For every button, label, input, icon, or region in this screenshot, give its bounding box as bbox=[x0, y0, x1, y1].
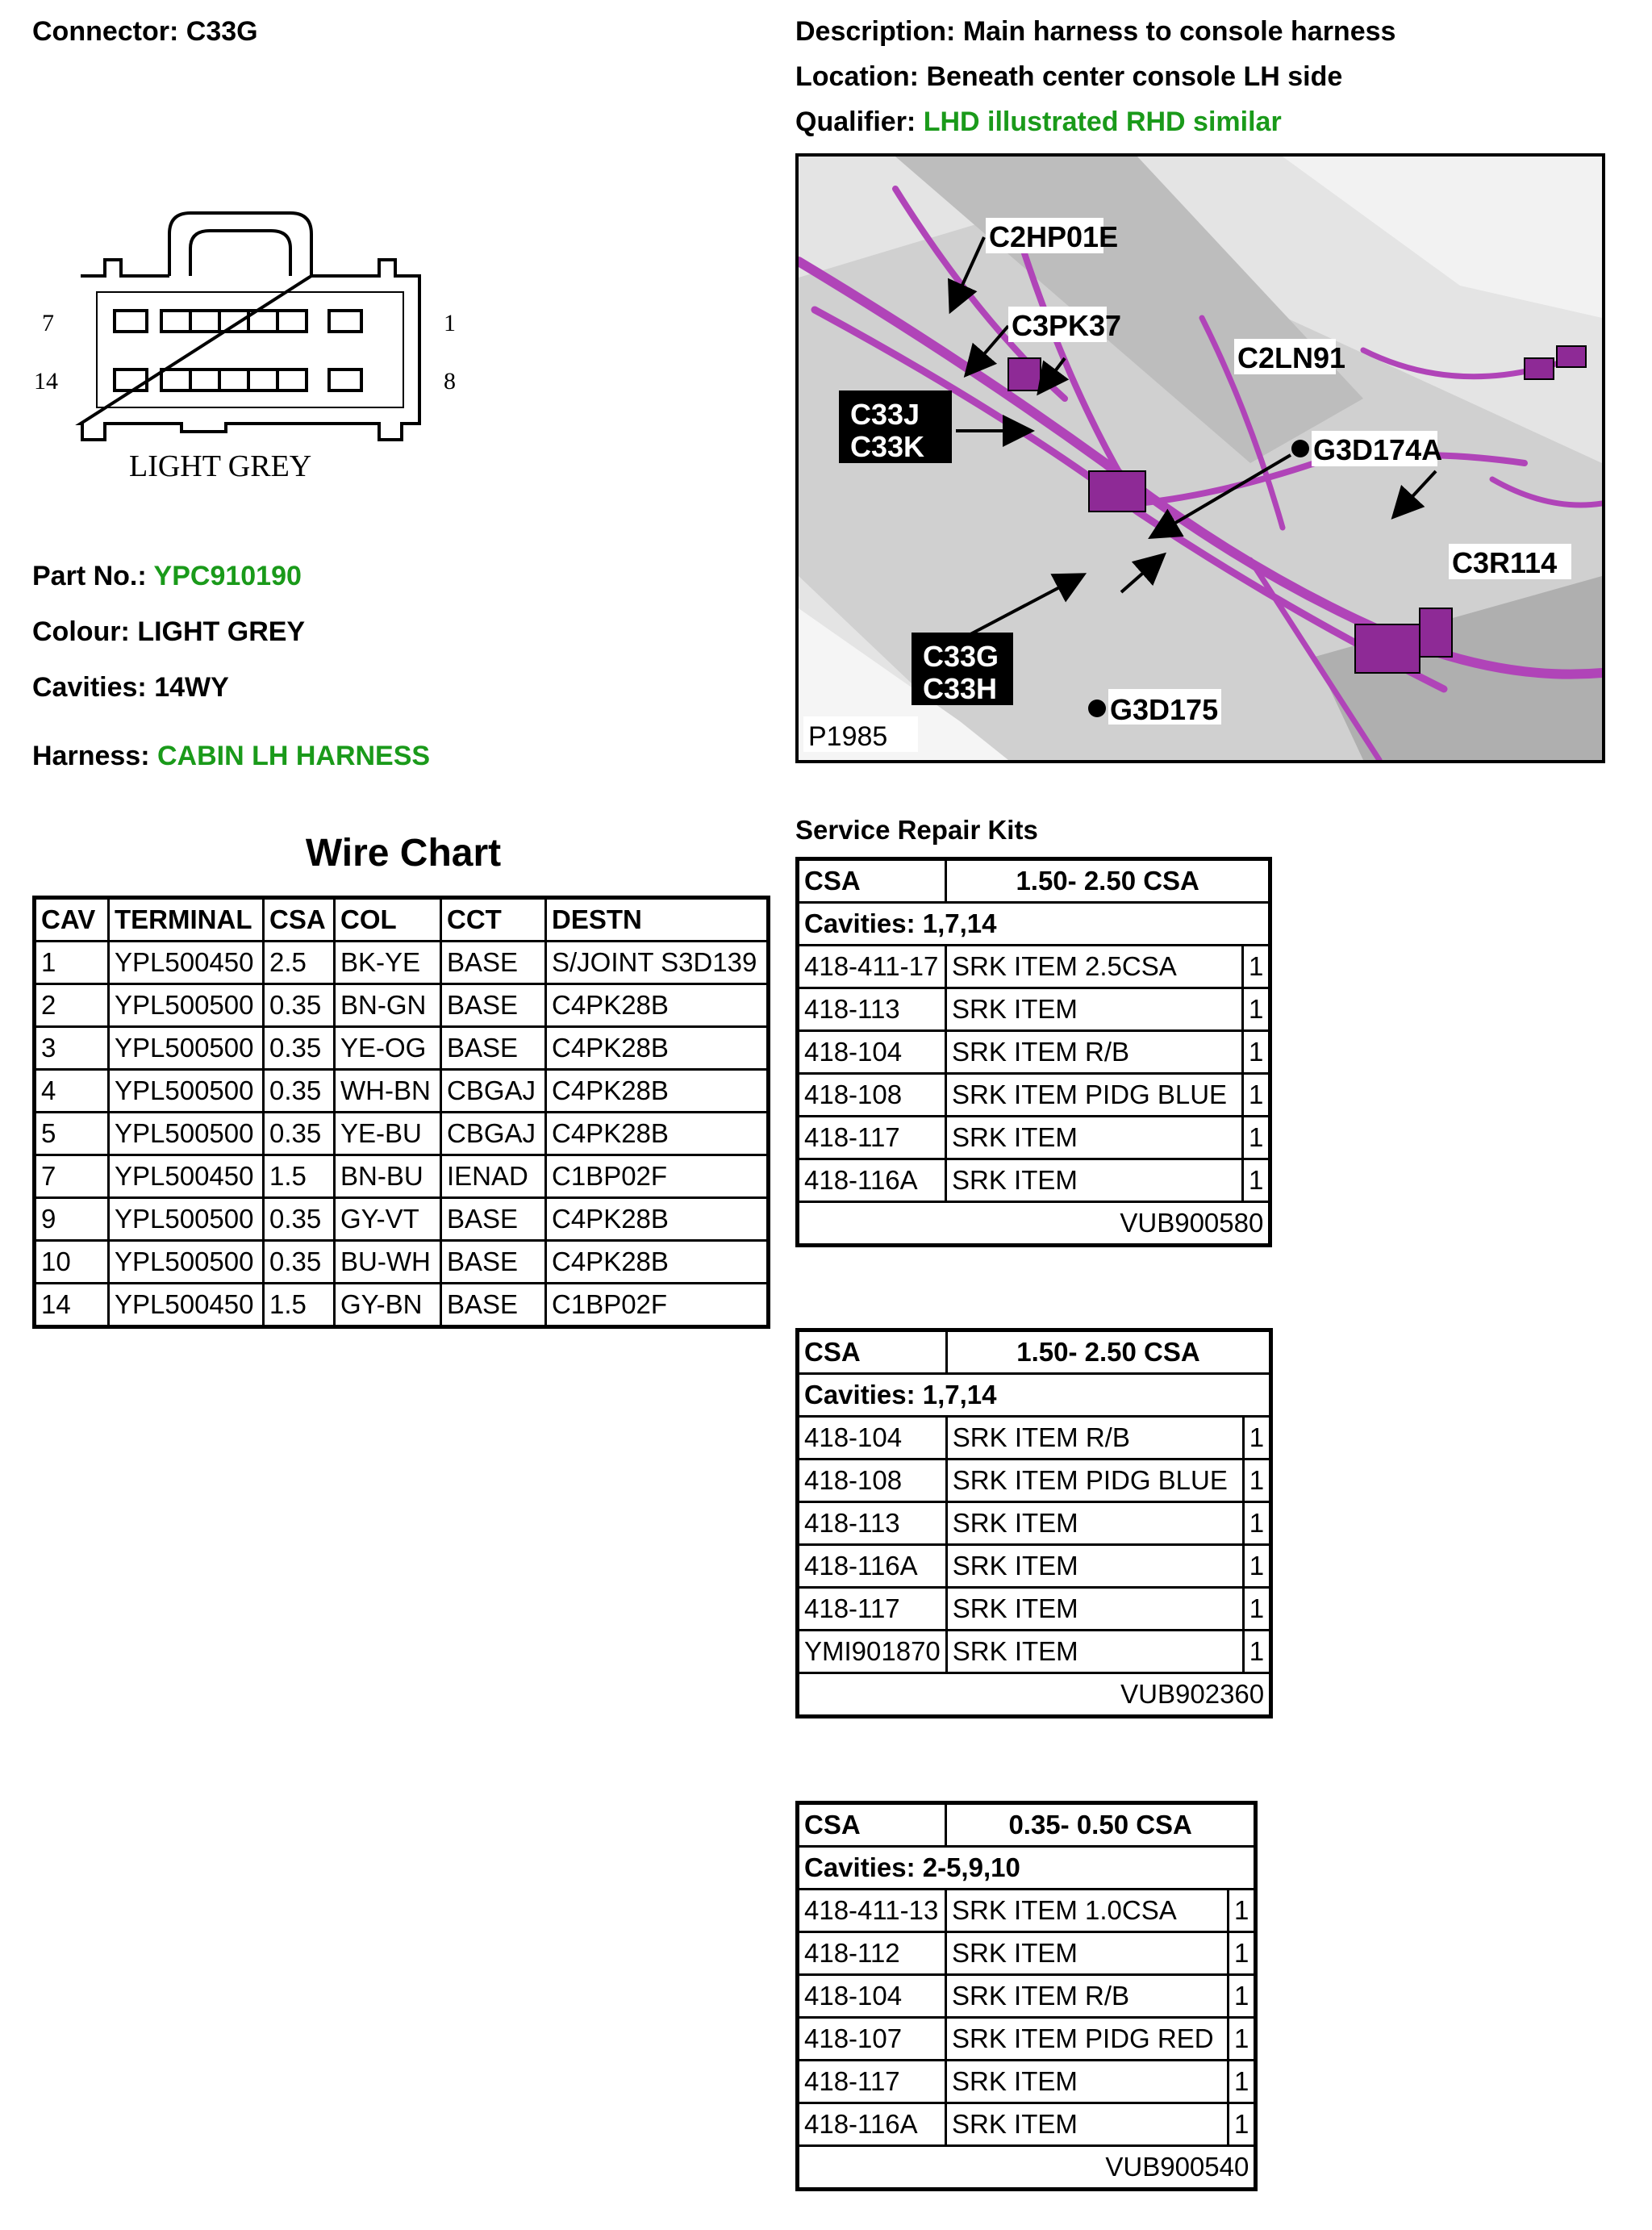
kit-csa-label: CSA bbox=[798, 1803, 946, 1847]
cavities-label: Cavities: bbox=[32, 672, 147, 703]
kit-item-row bbox=[798, 1074, 1270, 1117]
table-cell: 3 bbox=[35, 1027, 109, 1070]
qualifier-value: LHD illustrated RHD similar bbox=[923, 106, 1282, 137]
table-cell: 0.35 bbox=[264, 1070, 335, 1113]
table-cell: YE-BU bbox=[335, 1113, 441, 1155]
table-cell: 14 bbox=[35, 1284, 109, 1327]
kit-item-row bbox=[798, 1545, 1271, 1588]
pin-7-label: 7 bbox=[42, 310, 54, 336]
kit-item-row bbox=[798, 1631, 1271, 1673]
kit-item-cell: 418-116A bbox=[798, 1159, 946, 1202]
table-cell: 2.5 bbox=[264, 942, 335, 984]
pin-8-label: 8 bbox=[444, 368, 456, 395]
kit-item-cell: 418-113 bbox=[798, 988, 946, 1031]
part-line bbox=[32, 561, 302, 592]
table-cell: 0.35 bbox=[264, 1198, 335, 1241]
table-cell: 0.35 bbox=[264, 1027, 335, 1070]
kit-item-row bbox=[798, 946, 1270, 988]
kit-item-cell: SRK ITEM R/B bbox=[946, 1975, 1229, 2018]
header-cav: CAV bbox=[35, 898, 109, 942]
table-cell: BASE bbox=[441, 984, 546, 1027]
table-cell: 1 bbox=[35, 942, 109, 984]
connector-label: Connector: bbox=[32, 16, 179, 47]
kit-item-cell: SRK ITEM bbox=[946, 1631, 1243, 1673]
table-cell: BASE bbox=[441, 942, 546, 984]
table-cell: 0.35 bbox=[264, 1113, 335, 1155]
kit-item-cell: 418-113 bbox=[798, 1502, 947, 1545]
callout-c33h: C33H bbox=[923, 672, 998, 705]
connector-colour-caption: LIGHT GREY bbox=[129, 449, 312, 483]
harness-line bbox=[32, 741, 430, 772]
connector-face-diagram bbox=[24, 202, 476, 492]
table-cell: 5 bbox=[35, 1113, 109, 1155]
kit-number: VUB902360 bbox=[798, 1673, 1271, 1717]
table-row bbox=[35, 984, 769, 1027]
pin-1-label: 1 bbox=[444, 310, 456, 336]
kit-cavities: Cavities: 1,7,14 bbox=[798, 1374, 1271, 1417]
callout-g3d174a: G3D174A bbox=[1313, 433, 1443, 466]
part-value: YPC910190 bbox=[153, 561, 302, 591]
table-cell: C4PK28B bbox=[546, 1241, 769, 1284]
kit-item-cell: 418-107 bbox=[798, 2018, 946, 2061]
kit-item-cell: 1 bbox=[1243, 1631, 1270, 1673]
description-label: Description: bbox=[795, 16, 956, 47]
table-cell: C4PK28B bbox=[546, 1198, 769, 1241]
header-col: COL bbox=[335, 898, 441, 942]
kit-header-row bbox=[798, 1330, 1271, 1374]
kit-item-cell: SRK ITEM PIDG BLUE bbox=[946, 1460, 1243, 1502]
table-cell: C1BP02F bbox=[546, 1284, 769, 1327]
kit-item-cell: 1 bbox=[1243, 1588, 1270, 1631]
kit-csa-range: 0.35- 0.50 CSA bbox=[946, 1803, 1256, 1847]
kit-item-cell: SRK ITEM bbox=[946, 2103, 1229, 2146]
kit-item-row bbox=[798, 1975, 1256, 2018]
kit-csa-range: 1.50- 2.50 CSA bbox=[946, 1330, 1270, 1374]
table-cell: 4 bbox=[35, 1070, 109, 1113]
kit-item-cell: 1 bbox=[1229, 2061, 1256, 2103]
kit-number: VUB900580 bbox=[798, 1202, 1270, 1246]
colour-line bbox=[32, 616, 305, 648]
kit-cavities-row bbox=[798, 903, 1270, 946]
location-label: Location: bbox=[795, 61, 919, 92]
kit-item-cell: 1 bbox=[1229, 1975, 1256, 2018]
repair-kit-table bbox=[795, 1328, 1273, 1718]
table-cell: BASE bbox=[441, 1284, 546, 1327]
harness-value: CABIN LH HARNESS bbox=[156, 741, 431, 771]
table-cell: BASE bbox=[441, 1027, 546, 1070]
table-cell: WH-BN bbox=[335, 1070, 441, 1113]
table-row bbox=[35, 1284, 769, 1327]
table-cell: YPL500450 bbox=[109, 942, 264, 984]
callout-c2ln91: C2LN91 bbox=[1237, 341, 1346, 374]
table-cell: YPL500450 bbox=[109, 1155, 264, 1198]
colour-label: Colour: bbox=[32, 616, 130, 647]
table-cell: GY-VT bbox=[335, 1198, 441, 1241]
callout-c33k: C33K bbox=[850, 430, 925, 463]
kit-item-row bbox=[798, 1417, 1271, 1460]
table-cell: 1.5 bbox=[264, 1284, 335, 1327]
table-cell: CBGAJ bbox=[441, 1113, 546, 1155]
kit-item-cell: 1 bbox=[1243, 988, 1270, 1031]
table-row bbox=[35, 1241, 769, 1284]
kit-item-cell: SRK ITEM bbox=[946, 1932, 1229, 1975]
kit-cavities: Cavities: 2-5,9,10 bbox=[798, 1847, 1256, 1890]
connector-line bbox=[32, 16, 258, 48]
table-cell: YPL500500 bbox=[109, 1198, 264, 1241]
qualifier-label: Qualifier: bbox=[795, 106, 916, 137]
table-cell: 1.5 bbox=[264, 1155, 335, 1198]
callout-c33j: C33J bbox=[850, 398, 920, 431]
kit-number-row bbox=[798, 2146, 1256, 2190]
kit-item-cell: SRK ITEM 2.5CSA bbox=[946, 946, 1243, 988]
kit-item-cell: 1 bbox=[1229, 2103, 1256, 2146]
kit-cavities-row bbox=[798, 1847, 1256, 1890]
qualifier-line bbox=[795, 106, 1282, 138]
kit-item-cell: 1 bbox=[1243, 946, 1270, 988]
kit-number: VUB900540 bbox=[798, 2146, 1256, 2190]
kit-item-cell: SRK ITEM 1.0CSA bbox=[946, 1890, 1229, 1932]
header-destn: DESTN bbox=[546, 898, 769, 942]
kit-item-cell: SRK ITEM bbox=[946, 1159, 1243, 1202]
kit-item-cell: 1 bbox=[1243, 1117, 1270, 1159]
kit-item-row bbox=[798, 2061, 1256, 2103]
wire-chart-table bbox=[32, 896, 770, 1329]
kit-item-cell: 1 bbox=[1243, 1460, 1270, 1502]
kit-item-cell: SRK ITEM PIDG BLUE bbox=[946, 1074, 1243, 1117]
table-row bbox=[35, 1113, 769, 1155]
table-cell: 0.35 bbox=[264, 1241, 335, 1284]
table-cell: C4PK28B bbox=[546, 1113, 769, 1155]
description-line bbox=[795, 16, 1395, 48]
description-value: Main harness to console harness bbox=[962, 16, 1396, 47]
repair-kit-table bbox=[795, 857, 1272, 1247]
table-cell: YPL500500 bbox=[109, 984, 264, 1027]
kit-item-cell: SRK ITEM R/B bbox=[946, 1031, 1243, 1074]
kit-item-row bbox=[798, 988, 1270, 1031]
kit-item-row bbox=[798, 1031, 1270, 1074]
kit-header-row bbox=[798, 1803, 1256, 1847]
kit-item-cell: 418-411-17 bbox=[798, 946, 946, 988]
kit-item-cell: 418-116A bbox=[798, 1545, 947, 1588]
kit-item-row bbox=[798, 1502, 1271, 1545]
table-cell: YE-OG bbox=[335, 1027, 441, 1070]
table-cell: 7 bbox=[35, 1155, 109, 1198]
kit-item-cell: 418-411-13 bbox=[798, 1890, 946, 1932]
table-row bbox=[35, 1027, 769, 1070]
callout-c3pk37: C3PK37 bbox=[1012, 309, 1122, 342]
kit-item-row bbox=[798, 1588, 1271, 1631]
kit-item-cell: 1 bbox=[1229, 1932, 1256, 1975]
harness-label: Harness: bbox=[32, 741, 150, 771]
table-cell: C4PK28B bbox=[546, 984, 769, 1027]
harness-illustration bbox=[799, 157, 1602, 760]
kit-item-row bbox=[798, 1460, 1271, 1502]
table-cell: 2 bbox=[35, 984, 109, 1027]
kit-item-cell: 1 bbox=[1243, 1074, 1270, 1117]
connector-value: C33G bbox=[186, 16, 258, 47]
table-cell: 10 bbox=[35, 1241, 109, 1284]
kit-item-cell: SRK ITEM bbox=[946, 2061, 1229, 2103]
kit-item-cell: SRK ITEM bbox=[946, 1545, 1243, 1588]
kit-csa-range: 1.50- 2.50 CSA bbox=[946, 859, 1270, 903]
kit-item-cell: 418-108 bbox=[798, 1074, 946, 1117]
kit-number-row bbox=[798, 1673, 1271, 1717]
kit-item-cell: 418-112 bbox=[798, 1932, 946, 1975]
colour-value: LIGHT GREY bbox=[137, 616, 306, 647]
kit-item-cell: SRK ITEM R/B bbox=[946, 1417, 1243, 1460]
kit-item-cell: 418-116A bbox=[798, 2103, 946, 2146]
table-cell: BN-GN bbox=[335, 984, 441, 1027]
table-cell: BK-YE bbox=[335, 942, 441, 984]
kit-item-cell: 1 bbox=[1229, 2018, 1256, 2061]
kit-item-cell: 418-108 bbox=[798, 1460, 947, 1502]
kit-item-cell: SRK ITEM bbox=[946, 1502, 1243, 1545]
callout-c33g: C33G bbox=[923, 640, 999, 673]
kit-item-row bbox=[798, 1932, 1256, 1975]
cavities-value: 14WY bbox=[154, 672, 229, 703]
kit-csa-label: CSA bbox=[798, 859, 946, 903]
location-photo bbox=[795, 153, 1605, 763]
table-row bbox=[35, 1198, 769, 1241]
callout-g3d175: G3D175 bbox=[1110, 693, 1219, 726]
table-cell: YPL500450 bbox=[109, 1284, 264, 1327]
table-cell: IENAD bbox=[441, 1155, 546, 1198]
header-cct: CCT bbox=[441, 898, 546, 942]
table-cell: BU-WH bbox=[335, 1241, 441, 1284]
callout-c2hp01e: C2HP01E bbox=[989, 220, 1119, 253]
repair-kits-title: Service Repair Kits bbox=[795, 815, 1038, 845]
table-cell: 9 bbox=[35, 1198, 109, 1241]
table-cell: C1BP02F bbox=[546, 1155, 769, 1198]
kit-item-row bbox=[798, 1117, 1270, 1159]
kit-number-row bbox=[798, 1202, 1270, 1246]
table-cell: 0.35 bbox=[264, 984, 335, 1027]
header-terminal: TERMINAL bbox=[109, 898, 264, 942]
table-cell: YPL500500 bbox=[109, 1070, 264, 1113]
kit-item-cell: 418-117 bbox=[798, 1117, 946, 1159]
header-csa: CSA bbox=[264, 898, 335, 942]
callout-c3r114: C3R114 bbox=[1452, 546, 1558, 579]
kit-item-cell: SRK ITEM bbox=[946, 988, 1243, 1031]
part-label: Part No.: bbox=[32, 561, 147, 591]
table-cell: C4PK28B bbox=[546, 1070, 769, 1113]
kit-item-cell: 418-104 bbox=[798, 1417, 947, 1460]
kit-item-row bbox=[798, 2103, 1256, 2146]
kit-item-cell: 1 bbox=[1243, 1031, 1270, 1074]
table-row bbox=[35, 942, 769, 984]
table-row bbox=[35, 1155, 769, 1198]
repair-kit-table bbox=[795, 1801, 1258, 2191]
kit-item-cell: 1 bbox=[1243, 1417, 1270, 1460]
kit-item-row bbox=[798, 1159, 1270, 1202]
location-line bbox=[795, 61, 1342, 93]
kit-item-cell: SRK ITEM PIDG RED bbox=[946, 2018, 1229, 2061]
location-value: Beneath center console LH side bbox=[926, 61, 1343, 92]
kit-cavities-row bbox=[798, 1374, 1271, 1417]
kit-item-cell: YMI901870 bbox=[798, 1631, 947, 1673]
table-cell: S/JOINT S3D139 bbox=[546, 942, 769, 984]
table-cell: BN-BU bbox=[335, 1155, 441, 1198]
table-cell: YPL500500 bbox=[109, 1113, 264, 1155]
kit-item-cell: 418-104 bbox=[798, 1031, 946, 1074]
table-row bbox=[35, 1070, 769, 1113]
table-cell: C4PK28B bbox=[546, 1027, 769, 1070]
kit-item-cell: 1 bbox=[1243, 1502, 1270, 1545]
pin-14-label: 14 bbox=[34, 368, 58, 395]
kit-item-cell: SRK ITEM bbox=[946, 1588, 1243, 1631]
table-cell: CBGAJ bbox=[441, 1070, 546, 1113]
kit-item-cell: 1 bbox=[1243, 1159, 1270, 1202]
wire-chart-title: Wire Chart bbox=[305, 832, 502, 875]
kit-item-row bbox=[798, 2018, 1256, 2061]
kit-item-cell: 418-104 bbox=[798, 1975, 946, 2018]
wire-chart-header-row bbox=[35, 898, 769, 942]
kit-csa-label: CSA bbox=[798, 1330, 947, 1374]
table-cell: YPL500500 bbox=[109, 1241, 264, 1284]
cavities-line bbox=[32, 672, 229, 704]
photo-ref: P1985 bbox=[808, 721, 888, 752]
kit-item-cell: SRK ITEM bbox=[946, 1117, 1243, 1159]
kit-item-cell: 418-117 bbox=[798, 1588, 947, 1631]
kit-header-row bbox=[798, 859, 1270, 903]
table-cell: GY-BN bbox=[335, 1284, 441, 1327]
table-cell: BASE bbox=[441, 1198, 546, 1241]
kit-item-cell: 1 bbox=[1243, 1545, 1270, 1588]
kit-item-cell: 1 bbox=[1229, 1890, 1256, 1932]
kit-item-row bbox=[798, 1890, 1256, 1932]
table-cell: BASE bbox=[441, 1241, 546, 1284]
kit-item-cell: 418-117 bbox=[798, 2061, 946, 2103]
table-cell: YPL500500 bbox=[109, 1027, 264, 1070]
kit-cavities: Cavities: 1,7,14 bbox=[798, 903, 1270, 946]
